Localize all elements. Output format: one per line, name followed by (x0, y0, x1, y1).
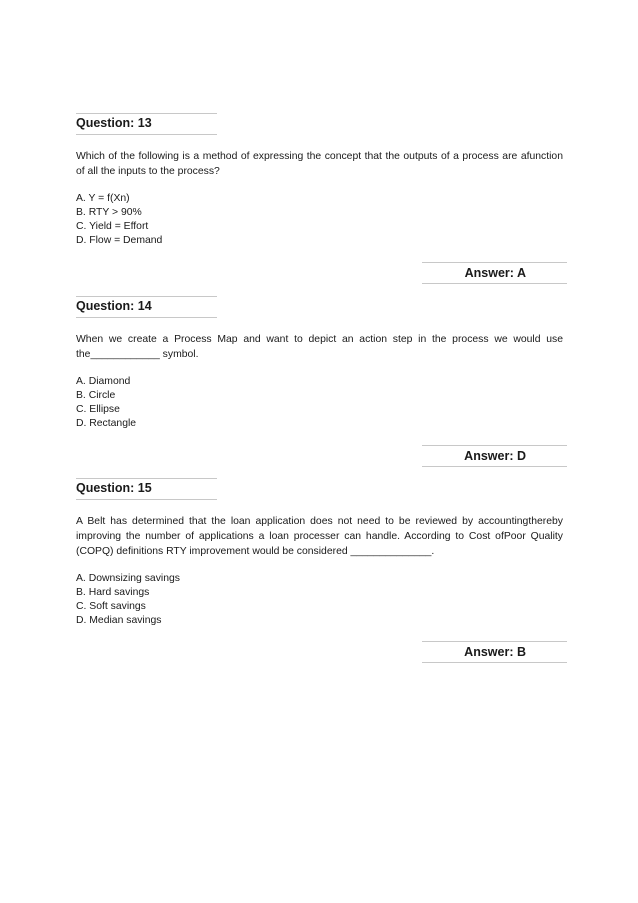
option-a: A. Downsizing savings (76, 573, 180, 584)
option-d: D. Flow = Demand (76, 235, 163, 246)
question-heading: Question: 14 (76, 296, 217, 318)
question-text: A Belt has determined that the loan application does not need to be reviewed by accountingthereby improving the number of applications a loan processer can handle. According to Cost ofPoor Quality (COPQ) definitions RTY improvement would be considered ______________. (76, 516, 563, 557)
option-d: D. Rectangle (76, 418, 137, 429)
question-13 (76, 113, 567, 248)
option-c: C. Soft savings (76, 601, 146, 612)
option-d: D. Median savings (76, 615, 162, 626)
option-a: A. Y = f(Xn) (76, 193, 130, 204)
question-text: Which of the following is a method of expressing the concept that the outputs of a process are afunction of all the inputs to the process? (76, 151, 563, 177)
question-14 (76, 296, 567, 431)
options-list (76, 192, 567, 248)
question-heading: Question: 13 (76, 113, 217, 135)
answer-14 (422, 445, 567, 467)
question-15 (76, 478, 567, 628)
options-list (76, 572, 567, 628)
question-heading: Question: 15 (76, 478, 217, 500)
option-c: C. Yield = Effort (76, 221, 149, 232)
question-text: When we create a Process Map and want to depict an action step in the process we would use the____________ symbol. (76, 334, 563, 360)
answer-text: Answer: B (464, 645, 526, 659)
answer-15 (422, 641, 567, 663)
option-c: C. Ellipse (76, 404, 120, 415)
answer-text: Answer: D (464, 449, 526, 463)
option-b: B. Circle (76, 390, 116, 401)
option-a: A. Diamond (76, 376, 131, 387)
answer-13 (422, 262, 567, 284)
options-list (76, 375, 567, 431)
option-b: B. RTY > 90% (76, 207, 142, 218)
answer-text: Answer: A (464, 266, 526, 280)
option-b: B. Hard savings (76, 587, 150, 598)
